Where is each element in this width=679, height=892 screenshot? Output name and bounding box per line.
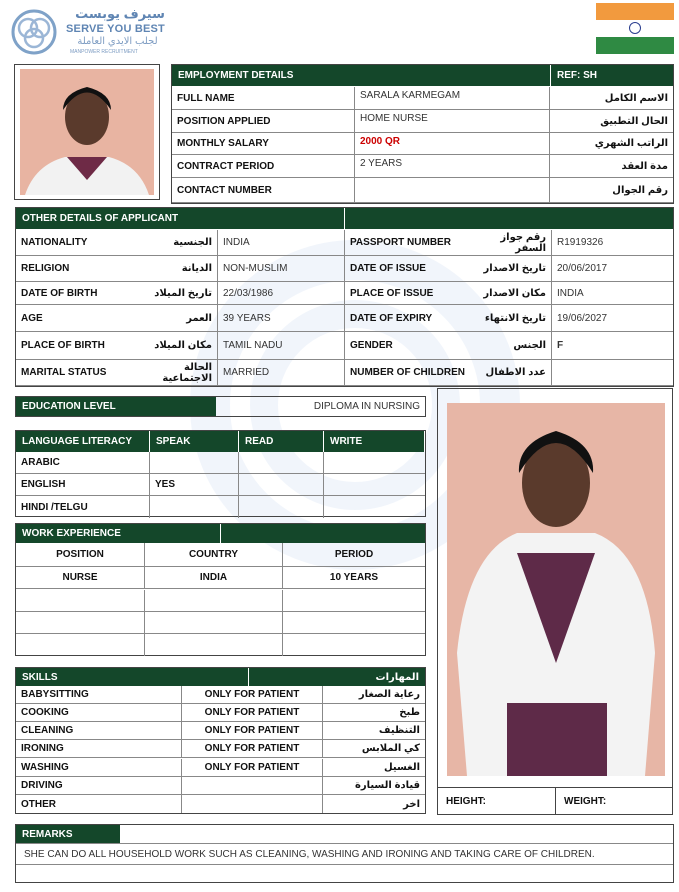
other-left-label: AGE (16, 305, 136, 332)
employment-details-title: EMPLOYMENT DETAILS (172, 65, 550, 86)
other-details-title-right (345, 208, 673, 229)
skill-value: ONLY FOR PATIENT (182, 759, 323, 777)
work-cell (16, 612, 145, 634)
skill-value: ONLY FOR PATIENT (182, 722, 323, 740)
skill-arabic: قيادة السيارة (323, 777, 425, 795)
employment-arabic-label: الراتب الشهري (550, 133, 673, 155)
work-cell (145, 634, 283, 656)
employment-value: SARALA KARMEGAM (355, 87, 550, 110)
photo-frame-small (14, 64, 160, 200)
skill-arabic: رعاية الصغار (323, 686, 425, 704)
logo-tagline: MANPOWER RECRUITMENT (70, 49, 138, 55)
employment-arabic-label: مدة العقد (550, 155, 673, 178)
other-left-value: TAMIL NADU (218, 332, 345, 360)
employment-value: 2 YEARS (355, 155, 550, 178)
skill-value: ONLY FOR PATIENT (182, 686, 323, 704)
language-name: ENGLISH (16, 474, 150, 496)
other-left-label: MARITAL STATUS (16, 360, 136, 386)
work-header: PERIOD (283, 543, 425, 567)
work-cell (145, 590, 283, 612)
other-right-arabic: تاريخ الاصدار (472, 256, 552, 282)
other-left-label: RELIGION (16, 256, 136, 282)
other-left-arabic: الجنسية (136, 230, 218, 256)
skill-name: CLEANING (16, 722, 182, 740)
employment-value (355, 178, 550, 203)
other-left-arabic: الحالة الاجتماعية (136, 360, 218, 386)
skill-arabic: اخر (403, 798, 420, 810)
employment-value: 2000 QR (355, 133, 550, 155)
other-right-arabic: مكان الاصدار (472, 282, 552, 305)
language-name: ARABIC (16, 452, 150, 474)
skill-arabic: الغسيل (323, 759, 425, 777)
other-right-arabic: تاريخ الانتهاء (472, 305, 552, 332)
other-left-arabic: تاريخ الميلاد (136, 282, 218, 305)
language-header: SPEAK (150, 431, 239, 452)
language-header: READ (239, 431, 324, 452)
language-value (324, 496, 425, 518)
other-left-value: MARRIED (218, 360, 345, 386)
logo-name: SERVE YOU BEST (66, 23, 165, 35)
language-value (239, 452, 324, 474)
remarks-divider-2 (16, 864, 673, 865)
language-value (150, 452, 239, 474)
other-right-value: F (552, 332, 673, 360)
remarks-text: SHE CAN DO ALL HOUSEHOLD WORK SUCH AS CLEANING, WASHING AND IRONING AND TAKING CARE OF CHILDREN. (24, 848, 595, 860)
language-value: YES (150, 474, 239, 496)
employment-arabic-label: الاسم الكامل (550, 87, 673, 110)
skill-arabic: التنظيف (323, 722, 425, 740)
other-left-label: DATE OF BIRTH (16, 282, 136, 305)
other-left-arabic: الديانة (136, 256, 218, 282)
work-cell: NURSE (16, 567, 145, 589)
remarks-title: REMARKS (16, 825, 120, 843)
skill-value: ONLY FOR PATIENT (182, 740, 323, 758)
work-header: POSITION (16, 543, 145, 567)
other-right-label: PASSPORT NUMBER (345, 230, 472, 256)
education-value: DIPLOMA IN NURSING (313, 401, 420, 412)
logo-arabic: سيرف يوبست (75, 6, 165, 21)
work-cell: INDIA (145, 567, 283, 589)
other-left-value: INDIA (218, 230, 345, 256)
skill-name: COOKING (16, 704, 182, 722)
skill-value (182, 795, 323, 813)
employment-label: POSITION APPLIED (172, 110, 355, 133)
language-value (239, 496, 324, 518)
employment-label: CONTRACT PERIOD (172, 155, 355, 178)
employment-arabic-label: رقم الجوال (550, 178, 673, 203)
work-cell (145, 612, 283, 634)
skill-arabic: كي الملابس (323, 740, 425, 758)
employment-value: HOME NURSE (355, 110, 550, 133)
employment-arabic-label: الحال التطبيق (550, 110, 673, 133)
other-left-arabic: مكان الميلاد (136, 332, 218, 360)
other-right-arabic: عدد الاطفال (472, 360, 552, 386)
logo-arabic-sub: لجلب الايدي العاملة (77, 36, 158, 47)
skill-name: IRONING (16, 740, 182, 758)
work-experience-title-right (221, 524, 425, 543)
skills-title-arabic: المهارات (249, 668, 425, 686)
work-cell (283, 590, 425, 612)
language-value (150, 496, 239, 518)
logo-icon (10, 8, 58, 56)
other-left-label: PLACE OF BIRTH (16, 332, 136, 360)
language-value (324, 474, 425, 496)
other-left-label: NATIONALITY (16, 230, 136, 256)
other-left-value: 39 YEARS (218, 305, 345, 332)
company-logo (10, 6, 190, 58)
skill-name: OTHER (16, 795, 182, 813)
india-flag-icon (596, 3, 674, 54)
other-details-title: OTHER DETAILS OF APPLICANT (16, 208, 344, 229)
other-right-value: 20/06/2017 (552, 256, 673, 282)
other-right-label: PLACE OF ISSUE (345, 282, 472, 305)
other-left-value: 22/03/1986 (218, 282, 345, 305)
language-value (239, 474, 324, 496)
other-right-value: INDIA (552, 282, 673, 305)
other-right-value: 19/06/2027 (552, 305, 673, 332)
employment-label: CONTACT NUMBER (172, 178, 355, 203)
skill-arabic: طبخ (323, 704, 425, 722)
other-left-arabic: العمر (136, 305, 218, 332)
applicant-photo-small (15, 65, 159, 199)
employment-label: FULL NAME (172, 87, 355, 110)
other-right-arabic: الجنس (472, 332, 552, 360)
skill-value (182, 777, 323, 795)
other-right-label: DATE OF ISSUE (345, 256, 472, 282)
language-name: HINDI /TELGU (16, 496, 150, 518)
other-right-label: NUMBER OF CHILDREN (345, 360, 472, 386)
work-header: COUNTRY (145, 543, 283, 567)
other-right-label: DATE OF EXPIRY (345, 305, 472, 332)
weight-label: WEIGHT: (556, 787, 673, 814)
education-label: EDUCATION LEVEL (16, 397, 216, 416)
height-label: HEIGHT: (438, 787, 556, 814)
other-right-arabic: رقم جواز السفر (472, 230, 552, 256)
work-cell (283, 634, 425, 656)
language-header: LANGUAGE LITERACY (16, 431, 150, 452)
skill-name: DRIVING (16, 777, 182, 795)
work-experience-title: WORK EXPERIENCE (16, 524, 220, 543)
work-cell (16, 590, 145, 612)
language-header: WRITE (324, 431, 425, 452)
skill-name: WASHING (16, 759, 182, 777)
applicant-photo-large (447, 403, 665, 776)
other-right-value (552, 360, 673, 386)
skill-name: BABYSITTING (16, 686, 182, 704)
work-cell (283, 612, 425, 634)
ref-number: REF: SH (551, 65, 673, 86)
other-left-value: NON-MUSLIM (218, 256, 345, 282)
employment-label: MONTHLY SALARY (172, 133, 355, 155)
skill-value: ONLY FOR PATIENT (182, 704, 323, 722)
work-cell (16, 634, 145, 656)
other-right-label: GENDER (345, 332, 472, 360)
language-value (324, 452, 425, 474)
skills-title: SKILLS (16, 668, 248, 686)
other-right-value: R1919326 (552, 230, 673, 256)
work-cell: 10 YEARS (283, 567, 425, 589)
